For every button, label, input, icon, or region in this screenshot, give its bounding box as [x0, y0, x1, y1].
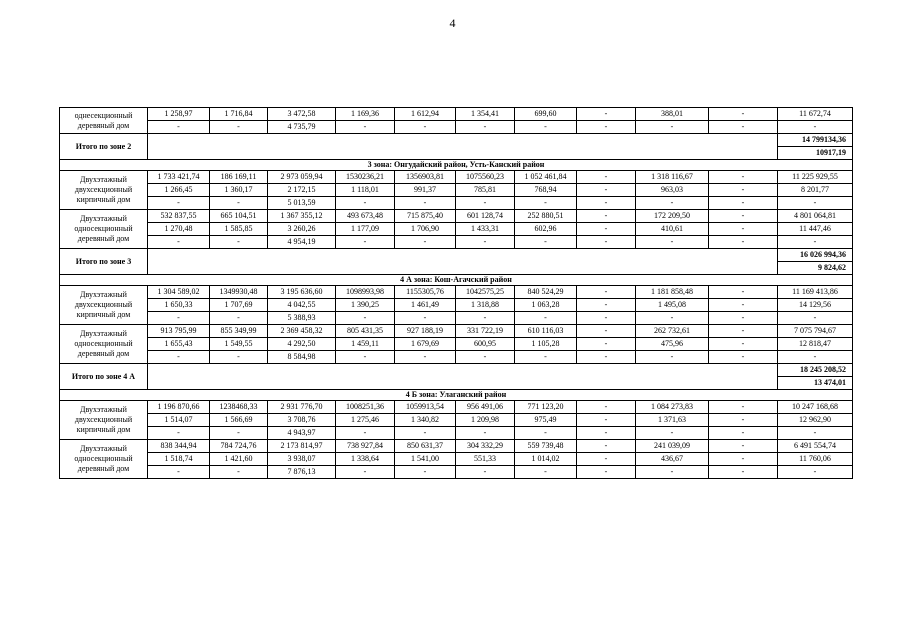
total-blank — [148, 134, 778, 160]
table-cell: - — [336, 236, 395, 249]
table-cell: 1 340,82 — [395, 414, 456, 427]
table-cell: 11 447,46 — [778, 223, 853, 236]
table-cell: - — [515, 121, 577, 134]
table-cell: - — [778, 466, 853, 479]
row-label: однесекционный деревяный дом — [60, 108, 148, 134]
table-cell: 1 181 858,48 — [636, 286, 709, 299]
table-cell: - — [709, 184, 778, 197]
table-row — [60, 466, 853, 479]
table-cell: - — [456, 197, 515, 210]
table-cell: 11 169 413,86 — [778, 286, 853, 299]
table-cell: - — [778, 121, 853, 134]
table-cell: - — [456, 121, 515, 134]
table-cell: 262 732,61 — [636, 325, 709, 338]
cost-table — [59, 107, 853, 479]
table-cell: 1 421,60 — [210, 453, 268, 466]
table-cell: 1 707,69 — [210, 299, 268, 312]
table-cell: 551,33 — [456, 453, 515, 466]
table-cell: 768,94 — [515, 184, 577, 197]
table-row — [60, 390, 853, 401]
table-cell: 840 524,29 — [515, 286, 577, 299]
table-cell: 1 733 421,74 — [148, 171, 210, 184]
table-cell: - — [778, 351, 853, 364]
table-cell: 11 225 929,55 — [778, 171, 853, 184]
table-cell: - — [336, 466, 395, 479]
table-row — [60, 427, 853, 440]
table-cell: - — [210, 312, 268, 325]
table-cell: 4 735,79 — [268, 121, 336, 134]
table-cell: 1 495,08 — [636, 299, 709, 312]
table-cell: 1 052 461,84 — [515, 171, 577, 184]
table-cell: - — [577, 427, 636, 440]
table-cell: - — [709, 210, 778, 223]
table-cell: 784 724,76 — [210, 440, 268, 453]
row-label: Двухэтажный односекционный деревяный дом — [60, 210, 148, 249]
table-row — [60, 121, 853, 134]
table-cell: - — [515, 427, 577, 440]
table-cell: - — [709, 414, 778, 427]
table-cell: 4 954,19 — [268, 236, 336, 249]
table-cell: 559 739,48 — [515, 440, 577, 453]
table-row — [60, 210, 853, 223]
table-cell: 1 433,31 — [456, 223, 515, 236]
table-cell: - — [709, 325, 778, 338]
table-cell: 1530236,21 — [336, 171, 395, 184]
table-row — [60, 236, 853, 249]
table-cell: - — [709, 312, 778, 325]
table-cell: 1 063,28 — [515, 299, 577, 312]
total-blank — [148, 249, 778, 275]
table-cell: 14 129,56 — [778, 299, 853, 312]
table-cell: 1 716,84 — [210, 108, 268, 121]
total-value: 13 474,01 — [778, 377, 853, 390]
table-cell: - — [210, 351, 268, 364]
table-cell: 1 318,88 — [456, 299, 515, 312]
table-cell: 699,60 — [515, 108, 577, 121]
table-cell: 6 491 554,74 — [778, 440, 853, 453]
table-row — [60, 223, 853, 236]
table-cell: 1 275,46 — [336, 414, 395, 427]
table-cell: 1 258,97 — [148, 108, 210, 121]
table-cell: - — [709, 401, 778, 414]
table-cell: 1 514,07 — [148, 414, 210, 427]
table-cell: - — [148, 121, 210, 134]
table-cell: - — [395, 236, 456, 249]
table-cell: 1238468,33 — [210, 401, 268, 414]
table-cell: 1 266,45 — [148, 184, 210, 197]
table-cell: 3 195 636,60 — [268, 286, 336, 299]
table-cell: 838 344,94 — [148, 440, 210, 453]
table-cell: 927 188,19 — [395, 325, 456, 338]
table-cell: - — [210, 197, 268, 210]
table-cell: - — [515, 351, 577, 364]
table-cell: - — [395, 427, 456, 440]
row-label: Двухэтажный двухсекционный кирпичный дом — [60, 286, 148, 325]
table-cell: - — [515, 236, 577, 249]
table-cell: 532 837,55 — [148, 210, 210, 223]
table-cell: - — [515, 466, 577, 479]
table-cell: - — [210, 427, 268, 440]
table-cell: 12 962,90 — [778, 414, 853, 427]
table-cell: - — [636, 312, 709, 325]
table-cell: 493 673,48 — [336, 210, 395, 223]
table-cell: - — [336, 427, 395, 440]
table-cell: 1042575,25 — [456, 286, 515, 299]
table-cell: 4 943,97 — [268, 427, 336, 440]
table-cell: - — [210, 466, 268, 479]
table-cell: 1 706,90 — [395, 223, 456, 236]
table-cell: 956 491,06 — [456, 401, 515, 414]
table-cell: - — [395, 121, 456, 134]
table-row — [60, 338, 853, 351]
table-cell: 304 332,29 — [456, 440, 515, 453]
table-cell: 1 105,28 — [515, 338, 577, 351]
table-cell: - — [577, 121, 636, 134]
table-cell: 1 360,17 — [210, 184, 268, 197]
table-row — [60, 440, 853, 453]
table-row — [60, 197, 853, 210]
table-cell: - — [709, 453, 778, 466]
table-cell: 11 672,74 — [778, 108, 853, 121]
table-row — [60, 312, 853, 325]
table-cell: - — [577, 453, 636, 466]
table-row — [60, 286, 853, 299]
table-cell: - — [709, 223, 778, 236]
table-cell: 8 584,98 — [268, 351, 336, 364]
table-cell: 1349930,48 — [210, 286, 268, 299]
table-cell: 3 708,76 — [268, 414, 336, 427]
table-cell: 913 795,99 — [148, 325, 210, 338]
table-row — [60, 184, 853, 197]
table-cell: - — [636, 427, 709, 440]
table-cell: - — [577, 197, 636, 210]
table-cell: 1 390,25 — [336, 299, 395, 312]
total-label: Итого по зоне 3 — [60, 249, 148, 275]
table-cell: 4 292,50 — [268, 338, 336, 351]
table-cell: - — [456, 466, 515, 479]
table-cell: - — [577, 338, 636, 351]
table-cell: - — [577, 440, 636, 453]
table-cell: 610 116,03 — [515, 325, 577, 338]
table-cell: - — [636, 197, 709, 210]
table-cell: 331 722,19 — [456, 325, 515, 338]
table-cell: - — [577, 351, 636, 364]
table-cell: 785,81 — [456, 184, 515, 197]
table-cell: 2 931 776,70 — [268, 401, 336, 414]
row-label: Двухэтажный односекционный деревяный дом — [60, 440, 148, 479]
table-cell: 1 518,74 — [148, 453, 210, 466]
table-row — [60, 108, 853, 121]
table-cell: 850 631,37 — [395, 440, 456, 453]
table-cell: - — [395, 312, 456, 325]
table-cell: 1 371,63 — [636, 414, 709, 427]
table-cell: 4 042,55 — [268, 299, 336, 312]
table-cell: - — [577, 299, 636, 312]
table-cell: 475,96 — [636, 338, 709, 351]
table-cell: 1 318 116,67 — [636, 171, 709, 184]
zone-header: 3 зона: Онгудайский район, Усть-Канский район — [60, 160, 853, 171]
table-cell: 1075560,23 — [456, 171, 515, 184]
table-cell: - — [778, 236, 853, 249]
total-value: 16 026 994,36 — [778, 249, 853, 262]
table-cell: - — [709, 236, 778, 249]
table-row — [60, 364, 853, 377]
table-cell: - — [709, 299, 778, 312]
table-cell: - — [577, 108, 636, 121]
row-label: Двухэтажный двухсекционный кирпичный дом — [60, 401, 148, 440]
table-cell: 4 801 064,81 — [778, 210, 853, 223]
table-cell: 1 304 589,02 — [148, 286, 210, 299]
table-cell: - — [395, 466, 456, 479]
table-cell: 1 367 355,12 — [268, 210, 336, 223]
table-cell: 1 196 870,66 — [148, 401, 210, 414]
table-cell: 715 875,40 — [395, 210, 456, 223]
table-cell: - — [577, 236, 636, 249]
table-row — [60, 134, 853, 147]
table-row — [60, 249, 853, 262]
table-cell: 1356903,81 — [395, 171, 456, 184]
table-cell: 1 585,85 — [210, 223, 268, 236]
table-cell: 2 369 458,32 — [268, 325, 336, 338]
table-cell: 1 084 273,83 — [636, 401, 709, 414]
table-cell: - — [778, 427, 853, 440]
table-cell: - — [709, 440, 778, 453]
table-cell: - — [778, 312, 853, 325]
table-cell: 1 459,11 — [336, 338, 395, 351]
table-cell: - — [148, 466, 210, 479]
table-cell: 241 039,09 — [636, 440, 709, 453]
total-value: 14 799134,36 — [778, 134, 853, 147]
table-cell: - — [709, 466, 778, 479]
table-cell: 738 927,84 — [336, 440, 395, 453]
table-cell: - — [336, 121, 395, 134]
table-cell: 10 247 168,68 — [778, 401, 853, 414]
table-cell: 252 880,51 — [515, 210, 577, 223]
table-row — [60, 275, 853, 286]
table-cell: 410,61 — [636, 223, 709, 236]
table-cell: - — [709, 108, 778, 121]
table-cell: 7 075 794,67 — [778, 325, 853, 338]
table-cell: 436,67 — [636, 453, 709, 466]
table-cell: - — [577, 466, 636, 479]
table-cell: - — [456, 312, 515, 325]
table-row — [60, 171, 853, 184]
table-cell: 2 173 814,97 — [268, 440, 336, 453]
table-cell: - — [577, 401, 636, 414]
table-cell: - — [577, 171, 636, 184]
table-cell: 805 431,35 — [336, 325, 395, 338]
table-cell: 5 388,93 — [268, 312, 336, 325]
table-cell: - — [148, 351, 210, 364]
table-cell: 5 013,59 — [268, 197, 336, 210]
table-row — [60, 351, 853, 364]
table-cell: 1 541,00 — [395, 453, 456, 466]
table-cell: 3 938,07 — [268, 453, 336, 466]
row-label: Двухэтажный односекционный деревяный дом — [60, 325, 148, 364]
table-cell: 1 679,69 — [395, 338, 456, 351]
table-cell: - — [709, 338, 778, 351]
table-cell: 7 876,13 — [268, 466, 336, 479]
table-cell: 1 118,01 — [336, 184, 395, 197]
table-cell: 1 650,33 — [148, 299, 210, 312]
table-cell: 1 655,43 — [148, 338, 210, 351]
table-cell: - — [456, 427, 515, 440]
table-cell: 388,01 — [636, 108, 709, 121]
table-cell: - — [456, 236, 515, 249]
table-cell: 602,96 — [515, 223, 577, 236]
zone-header: 4 Б зона: Улаганский район — [60, 390, 853, 401]
table-cell: 1 014,02 — [515, 453, 577, 466]
table-cell: - — [636, 466, 709, 479]
table-cell: 3 260,26 — [268, 223, 336, 236]
table-row — [60, 414, 853, 427]
total-label: Итого по зоне 2 — [60, 134, 148, 160]
table-cell: - — [148, 197, 210, 210]
table-cell: 855 349,99 — [210, 325, 268, 338]
table-cell: - — [395, 197, 456, 210]
table-cell: - — [636, 236, 709, 249]
table-cell: 963,03 — [636, 184, 709, 197]
table-cell: 1 354,41 — [456, 108, 515, 121]
table-row — [60, 453, 853, 466]
table-cell: 3 472,58 — [268, 108, 336, 121]
table-cell: 1 549,55 — [210, 338, 268, 351]
table-cell: 771 123,20 — [515, 401, 577, 414]
table-cell: - — [636, 351, 709, 364]
table-cell: - — [336, 351, 395, 364]
table-cell: 601 128,74 — [456, 210, 515, 223]
total-value: 10917,19 — [778, 147, 853, 160]
table-cell: - — [709, 197, 778, 210]
table-cell: 991,37 — [395, 184, 456, 197]
table-cell: - — [709, 286, 778, 299]
table-cell: 2 172,15 — [268, 184, 336, 197]
table-cell: - — [709, 427, 778, 440]
row-label: Двухэтажный двухсекционный кирпичный дом — [60, 171, 148, 210]
table-cell: - — [456, 351, 515, 364]
table-cell: - — [210, 236, 268, 249]
page-number: 4 — [449, 16, 456, 30]
table-cell: - — [148, 427, 210, 440]
table-cell: - — [709, 121, 778, 134]
table-cell: - — [709, 351, 778, 364]
table-cell: 186 169,11 — [210, 171, 268, 184]
table-cell: - — [515, 197, 577, 210]
table-row — [60, 299, 853, 312]
table-cell: - — [577, 325, 636, 338]
table-cell: 1 209,98 — [456, 414, 515, 427]
table-cell: - — [577, 286, 636, 299]
table-cell: 1 612,94 — [395, 108, 456, 121]
table-cell: 975,49 — [515, 414, 577, 427]
total-blank — [148, 364, 778, 390]
table-cell: - — [395, 351, 456, 364]
table-cell: 11 760,06 — [778, 453, 853, 466]
table-cell: 8 201,77 — [778, 184, 853, 197]
table-cell: 600,95 — [456, 338, 515, 351]
table-cell: - — [336, 312, 395, 325]
table-cell: - — [148, 236, 210, 249]
table-cell: - — [577, 184, 636, 197]
table-cell: 665 104,51 — [210, 210, 268, 223]
total-label: Итого по зоне 4 А — [60, 364, 148, 390]
table-cell: - — [577, 312, 636, 325]
table-cell: - — [210, 121, 268, 134]
table-cell: - — [336, 197, 395, 210]
table-cell: 1 270,48 — [148, 223, 210, 236]
table-cell: 1155305,76 — [395, 286, 456, 299]
table-cell: - — [636, 121, 709, 134]
table-cell: 1098993,98 — [336, 286, 395, 299]
table-cell: 1 566,69 — [210, 414, 268, 427]
table-cell: 1059913,54 — [395, 401, 456, 414]
table-cell: 1 338,64 — [336, 453, 395, 466]
table-row — [60, 160, 853, 171]
table-cell: - — [577, 210, 636, 223]
table-cell: 2 973 059,94 — [268, 171, 336, 184]
total-value: 18 245 208,52 — [778, 364, 853, 377]
table-cell: 172 209,50 — [636, 210, 709, 223]
table-cell: 1 177,09 — [336, 223, 395, 236]
table-cell: - — [515, 312, 577, 325]
table-cell: - — [577, 414, 636, 427]
table-cell: 12 818,47 — [778, 338, 853, 351]
total-value: 9 824,62 — [778, 262, 853, 275]
table-row — [60, 325, 853, 338]
table-cell: 1008251,36 — [336, 401, 395, 414]
table-cell: - — [148, 312, 210, 325]
zone-header: 4 А зона: Кош-Агачский район — [60, 275, 853, 286]
table-cell: - — [709, 171, 778, 184]
table-cell: - — [577, 223, 636, 236]
table-row — [60, 401, 853, 414]
table-cell: - — [778, 197, 853, 210]
table-cell: 1 169,36 — [336, 108, 395, 121]
table-cell: 1 461,49 — [395, 299, 456, 312]
